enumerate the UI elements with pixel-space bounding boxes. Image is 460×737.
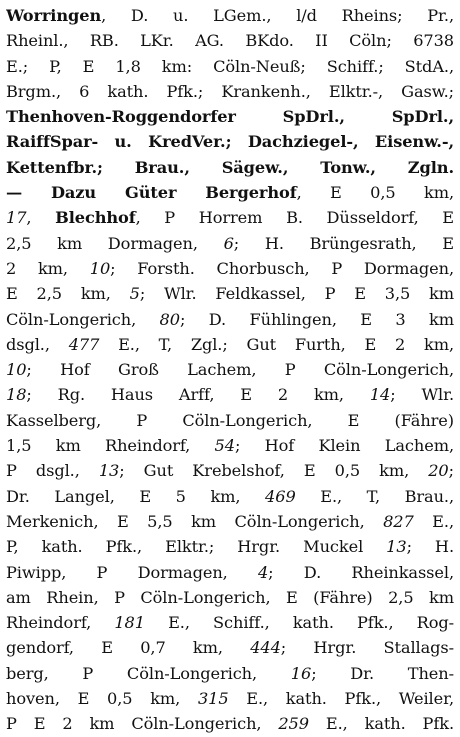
text-segment: Rheindorf, <box>6 613 115 633</box>
text-segment: Cöln-Longerich, <box>6 309 160 329</box>
text-line <box>6 433 454 458</box>
population-figure: 10 <box>89 258 111 278</box>
population-figure: 477 <box>68 334 100 354</box>
text-line <box>6 104 454 129</box>
population-figure: 5 <box>129 284 140 304</box>
text-line <box>6 155 454 180</box>
text-segment: , D. u. LGem., l/d Rheins; Pr., <box>101 6 454 25</box>
text-segment: ; D. Fühlingen, E 3 km <box>179 309 454 329</box>
population-figure: 181 <box>114 613 145 633</box>
population-figure: 259 <box>278 714 309 734</box>
text-segment: 2,5 km Dormagen, <box>6 233 224 253</box>
text-segment: E., T, Zgl.; Gut Furth, E 2 km, <box>99 334 454 354</box>
population-figure: 4 <box>257 562 269 582</box>
text-segment: dsgl., <box>6 334 69 354</box>
place-name: RaiffSpar- u. KredVer.; Dachziegel-, Eisenw.-, <box>6 132 454 152</box>
text-line <box>6 585 454 610</box>
text-segment: Piwipp, P Dormagen, <box>6 562 258 582</box>
text-line <box>6 54 454 79</box>
text-line <box>6 509 454 534</box>
text-segment: E., <box>413 511 454 531</box>
place-name: Blechhof <box>55 208 136 228</box>
place-name: Thenhoven-Roggendorfer SpDrl., SpDrl., <box>6 107 454 127</box>
text-line <box>6 307 454 332</box>
text-segment: E., kath. Pfk., Weiler, <box>228 689 454 709</box>
population-figure: 14 <box>369 385 391 405</box>
text-segment: ; Forsth. Chorbusch, P Dormagen, <box>110 258 454 278</box>
text-segment: 1,5 km Rheindorf, <box>6 436 215 456</box>
gazetteer-entry-worringen <box>6 3 454 737</box>
text-line <box>6 28 454 53</box>
text-segment: hoven, E 0,5 km, <box>6 689 198 709</box>
population-figure: 13 <box>386 537 407 557</box>
text-segment: gendorf, E 0,7 km, <box>6 638 251 658</box>
text-line <box>6 180 454 205</box>
text-segment: E., T, Brau., <box>295 486 454 506</box>
population-figure: 16 <box>290 663 312 683</box>
population-figure: 469 <box>265 486 296 506</box>
text-line <box>6 79 454 104</box>
population-figure: 80 <box>159 309 180 329</box>
text-segment: E.; P, E 1,8 km: Cöln-Neuß; Schiff.; StdA., <box>6 56 454 76</box>
population-figure: 444 <box>250 638 281 658</box>
text-line <box>6 635 454 660</box>
text-line <box>6 256 454 281</box>
text-segment: ; Hof Groß Lachem, P Cöln-Longerich, <box>26 360 454 380</box>
text-segment: ; Hrgr. Stallags- <box>280 638 454 658</box>
text-segment: E 2,5 km, <box>6 284 130 304</box>
text-line <box>6 3 454 28</box>
text-line <box>6 458 454 483</box>
text-line <box>6 610 454 635</box>
text-segment: Rheinl., RB. LKr. AG. BKdo. II Cöln; 6738 <box>6 31 454 51</box>
text-segment: ; H. <box>406 537 454 557</box>
place-name: — Dazu Güter Bergerhof <box>6 183 297 203</box>
text-line <box>6 281 454 306</box>
place-name: Kettenfbr.; Brau., Sägew., Tonw., Zgln. <box>6 157 454 177</box>
text-segment: ; <box>448 461 454 481</box>
population-figure: 18 <box>6 385 27 405</box>
text-segment: ; Dr. Then- <box>311 663 454 683</box>
text-segment: Dr. Langel, E 5 km, <box>6 486 266 506</box>
text-line <box>6 408 454 433</box>
population-figure: 17 <box>6 208 27 228</box>
text-segment: ; H. Brüngesrath, E <box>233 233 454 253</box>
text-segment: Merkenich, E 5,5 km Cöln-Longerich, <box>6 511 384 531</box>
text-segment: P E 2 km Cöln-Longerich, <box>6 714 279 734</box>
text-segment: am Rhein, P Cöln-Longerich, E (Fähre) 2,5 km <box>6 587 454 607</box>
population-figure: 20 <box>428 461 449 481</box>
place-name: Worringen <box>6 6 102 25</box>
text-segment: Kasselberg, P Cöln-Longerich, E (Fähre) <box>6 410 454 430</box>
text-segment: , E 0,5 km, <box>296 183 454 203</box>
text-line <box>6 231 454 256</box>
text-segment: ; Gut Krebelshof, E 0,5 km, <box>119 461 429 481</box>
population-figure: 6 <box>223 233 234 253</box>
population-figure: 315 <box>197 689 229 709</box>
text-line <box>6 534 454 559</box>
text-line <box>6 661 454 686</box>
text-segment: ; Wlr. <box>390 385 454 405</box>
text-segment: Brgm., 6 kath. Pfk.; Krankenh., Elktr.-, Gasw.; <box>6 81 454 101</box>
text-line <box>6 332 454 357</box>
text-line <box>6 484 454 509</box>
text-segment: P dsgl., <box>6 461 99 481</box>
text-segment: E., Schiff., kath. Pfk., Rog- <box>144 613 454 633</box>
text-line <box>6 129 454 154</box>
population-figure: 13 <box>98 461 120 481</box>
text-line <box>6 686 454 711</box>
text-segment: , P Horrem B. Düsseldorf, E <box>135 208 454 228</box>
text-segment: P, kath. Pfk., Elktr.; Hrgr. Muckel <box>6 537 387 557</box>
text-segment: berg, P Cöln-Longerich, <box>6 663 291 683</box>
text-segment: E., kath. Pfk. <box>308 714 454 734</box>
population-figure: 54 <box>214 436 235 456</box>
text-segment: 2 km, <box>6 258 90 278</box>
text-segment: ; Rg. Haus Arff, E 2 km, <box>26 385 370 405</box>
text-segment: ; Hof Klein Lachem, <box>234 436 454 456</box>
text-line <box>6 560 454 585</box>
population-figure: 827 <box>383 511 414 531</box>
text-line <box>6 711 454 736</box>
text-line <box>6 382 454 407</box>
text-line <box>6 357 454 382</box>
text-segment: ; D. Rheinkassel, <box>268 562 454 582</box>
population-figure: 10 <box>6 360 27 380</box>
text-segment: ; Wlr. Feldkassel, P E 3,5 km <box>139 284 454 304</box>
text-line <box>6 205 454 230</box>
text-segment: , <box>26 208 56 228</box>
